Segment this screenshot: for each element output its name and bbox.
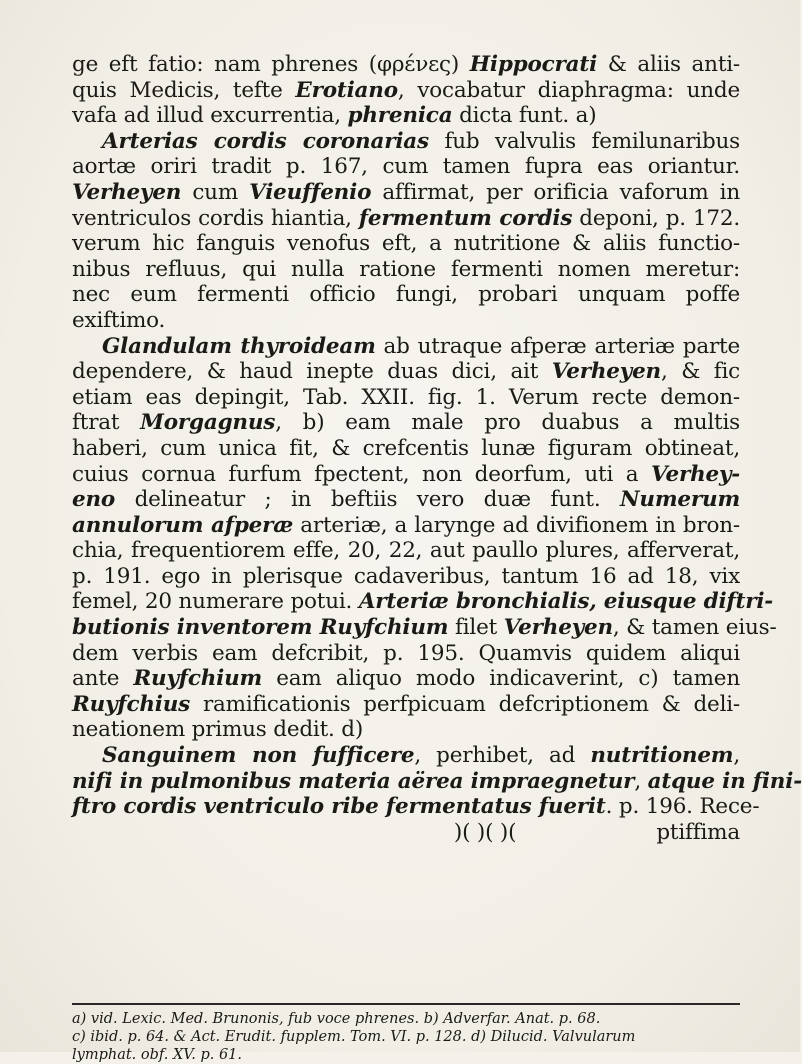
- text-line-23: butionis inventorem Ruyfchium filet Verheyen, & tamen eius-: [72, 615, 777, 641]
- text-line-30: ftro cordis ventriculo ribe fermentatus fuerit. p. 196. Rece-: [72, 794, 760, 820]
- text-line-24: dem verbis eam defcribit, p. 195. Quamvis quidem aliqui: [72, 640, 740, 666]
- catchword: ptiffima: [656, 819, 740, 845]
- body-text: [72, 52, 802, 845]
- text-line-13: dependere, & haud inepte duas dici, ait Verheyen, & fic: [72, 359, 741, 385]
- text-line-18: eno delineatur ; in beftiis vero duæ funt. Numerum: [72, 487, 740, 513]
- text-line-22: femel, 20 numerare potui. Arteriæ bronchialis, eiusque diftri-: [72, 589, 774, 615]
- text-line-6: Verheyen cum Vieuffenio affirmat, per orificia vaforum in: [72, 179, 740, 205]
- text-line-2: quis Medicis, tefte Erotiano, vocabatur diaphragma: unde: [72, 77, 740, 103]
- text-line-1: ge eft fatio: nam phrenes (φρένες) Hippocrati & aliis anti-: [72, 52, 740, 77]
- text-line-5: aortæ oriri tradit p. 167, cum tamen fupra eas oriantur.: [72, 154, 740, 180]
- text-line-28: Sanguinem non fufficere, perhibet, ad nutritionem,: [102, 743, 740, 769]
- footnotes: [72, 1010, 740, 1064]
- text-line-27: neationem primus dedit. d): [72, 717, 364, 743]
- text-line-25: ante Ruyfchium eam aliquo modo indicaverint, c) tamen: [72, 666, 740, 692]
- text-line-17: cuius cornua furfum fpectent, non deorfum, uti a Verhey-: [72, 461, 740, 487]
- text-line-9: nibus refluus, qui nulla ratione fermenti nomen meretur:: [72, 256, 740, 282]
- text-line-21: p. 191. ego in plerisque cadaveribus, tantum 16 ad 18, vix: [72, 563, 740, 589]
- text-line-29: nifi in pulmonibus materia aërea impraegnetur, atque in fini-: [72, 768, 802, 794]
- text-line-7: ventriculos cordis hiantia, fermentum cordis deponi, p. 172.: [72, 205, 740, 231]
- text-line-26: Ruyfchius ramificationis perfpicuam defcriptionem & deli-: [72, 691, 740, 717]
- text-line-11: exiftimo.: [72, 307, 166, 333]
- text-line-12: Glandulam thyroideam ab utraque afperæ arteriæ parte: [102, 333, 741, 359]
- text-line-16: haberi, cum unica fit, & crefcentis lunæ figuram obtineat,: [72, 435, 740, 461]
- text-line-19: annulorum afperæ arteriæ, a larynge ad divifionem in bron-: [72, 512, 740, 538]
- footnote-line-1: a) vid. Lexic. Med. Brunonis, fub voce phrenes. b) Adverfar. Anat. p. 68.: [72, 1011, 601, 1027]
- signature-mark: )( )( )(: [453, 819, 517, 845]
- text-line-8: verum hic fanguis venofus eft, a nutritione & aliis functio-: [72, 231, 740, 257]
- footnote-line-3: lymphat. obf. XV. p. 61.: [72, 1047, 243, 1063]
- footnote-line-2: c) ibid. p. 64. & Act. Erudit. fupplem. Tom. VI. p. 128. d) Dilucid. Valvularum: [72, 1029, 636, 1045]
- text-line-15: ftrat Morgagnus, b) eam male pro duabus a multis: [72, 410, 740, 436]
- footnote-rule: [72, 1003, 740, 1005]
- text-line-4: Arterias cordis coronarias fub valvulis femilunaribus: [102, 128, 740, 154]
- text-line-3: vafa ad illud excurrentia, phrenica dicta funt. a): [72, 103, 597, 129]
- catchword-line: [72, 820, 740, 846]
- text-line-14: etiam eas depingit, Tab. XXII. fig. 1. Verum recte demon-: [72, 384, 740, 410]
- text-line-10: nec eum fermenti officio fungi, probari unquam poffe: [72, 282, 740, 308]
- text-line-20: chia, frequentiorem effe, 20, 22, aut paullo plures, afferverat,: [72, 538, 740, 564]
